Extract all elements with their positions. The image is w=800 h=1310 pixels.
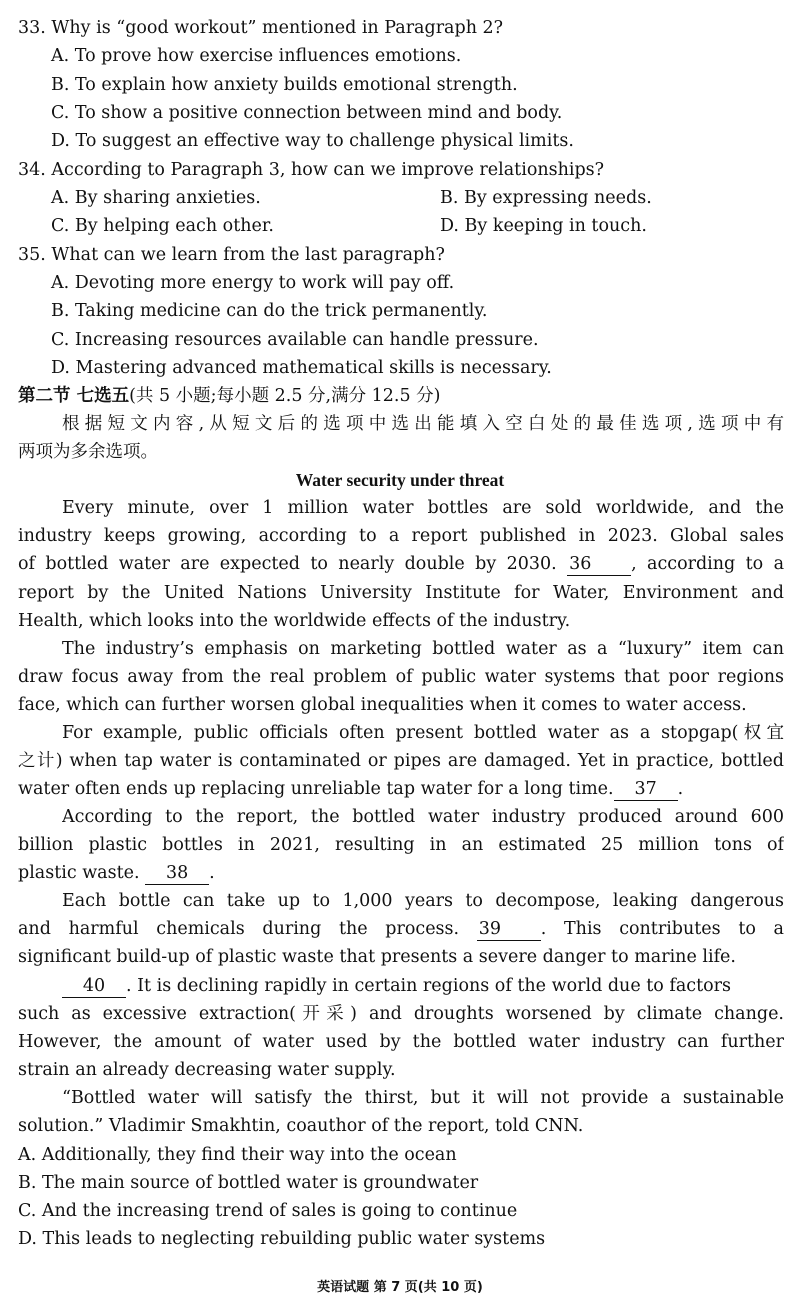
p3-line-3-tail: . [677, 779, 684, 799]
p3-line-1: For example, public officials often present bottled water as a stopgap(权宜 [62, 723, 784, 743]
answer-option-a: A. Additionally, they find their way into the ocean [18, 1145, 457, 1165]
question-35-option-b: B. Taking medicine can do the trick permanently. [51, 301, 488, 321]
p2-line-3: face, which can further worsen global inequalities when it comes to water access. [18, 695, 747, 715]
question-33-option-b: B. To explain how anxiety builds emotional strength. [51, 75, 518, 95]
question-33-option-c: C. To show a positive connection between mind and body. [51, 103, 563, 123]
p5-line-2 [18, 915, 784, 943]
p1-line-3-tail: , according to a [631, 554, 784, 574]
p5-line-1: Each bottle can take up to 1,000 years to decompose, leaking dangerous [62, 891, 784, 911]
question-33-option-d: D. To suggest an effective way to challenge physical limits. [51, 131, 574, 151]
p1-line-2: industry keeps growing, according to a report published in 2023. Global sales [18, 526, 784, 546]
p5-line-2-text: and harmful chemicals during the process. [18, 919, 460, 939]
p5-line-3: significant build-up of plastic waste that presents a severe danger to marine life. [18, 947, 736, 967]
answer-option-c: C. And the increasing trend of sales is going to continue [18, 1201, 518, 1221]
p6-line-1 [62, 972, 784, 1000]
p4-line-1: According to the report, the bottled water industry produced around 600 [62, 807, 784, 827]
p2-line-2: draw focus away from the real problem of public water systems that poor regions [18, 667, 784, 687]
question-33-stem: 33. Why is “good workout” mentioned in Paragraph 2? [18, 18, 504, 38]
p1-line-3-text: of bottled water are expected to nearly double by 2030. [18, 554, 557, 574]
p4-line-3 [18, 859, 784, 887]
p4-line-3-text: plastic waste. [18, 863, 140, 883]
p3-line-3-text: water often ends up replacing unreliable tap water for a long time. [18, 779, 614, 799]
p1-line-4: report by the United Nations University Institute for Water, Environment and [18, 583, 784, 603]
blank-40[interactable]: 40 [62, 975, 126, 998]
question-34-option-b: B. By expressing needs. [440, 188, 652, 208]
p1-line-1: Every minute, over 1 million water bottles are sold worldwide, and the [62, 498, 784, 518]
p4-line-2: billion plastic bottles in 2021, resulting in an estimated 25 million tons of [18, 835, 784, 855]
question-35-option-c: C. Increasing resources available can handle pressure. [51, 330, 539, 350]
answer-option-d: D. This leads to neglecting rebuilding public water systems [18, 1229, 546, 1249]
answer-option-b: B. The main source of bottled water is groundwater [18, 1173, 479, 1193]
blank-39[interactable]: 39 [477, 918, 541, 941]
p1-line-5: Health, which looks into the worldwide effects of the industry. [18, 611, 571, 631]
section-heading-detail: (共 5 小题;每小题 2.5 分,满分 12.5 分) [129, 386, 441, 406]
p6-line-1-tail: . It is declining rapidly in certain regions of the world due to factors [126, 976, 731, 996]
question-35-stem: 35. What can we learn from the last paragraph? [18, 245, 445, 265]
blank-38[interactable]: 38 [145, 862, 209, 885]
blank-36[interactable]: 36 [567, 553, 631, 576]
question-33-option-a: A. To prove how exercise influences emotions. [51, 46, 462, 66]
p5-line-2-tail: . This contributes to a [540, 919, 784, 939]
p4-line-3-tail: . [209, 863, 215, 883]
blank-37[interactable]: 37 [614, 778, 678, 801]
p6-line-4: strain an already decreasing water supply. [18, 1060, 396, 1080]
section-instruction-line-2: 两项为多余选项。 [18, 442, 158, 462]
p2-line-1: The industry’s emphasis on marketing bottled water as a “luxury” item can [62, 639, 784, 659]
p6-line-3: However, the amount of water used by the bottled water industry can further [18, 1032, 784, 1052]
question-35-option-a: A. Devoting more energy to work will pay off. [51, 273, 455, 293]
question-35-option-d: D. Mastering advanced mathematical skills is necessary. [51, 358, 552, 378]
p7-line-2: solution.” Vladimir Smakhtin, coauthor of the report, told CNN. [18, 1116, 584, 1136]
passage-title: Water security under threat [295, 470, 505, 490]
question-34-option-d: D. By keeping in touch. [440, 216, 647, 236]
question-34-option-a: A. By sharing anxieties. [51, 188, 261, 208]
question-34-option-c: C. By helping each other. [51, 216, 274, 236]
p3-line-3 [18, 775, 784, 803]
p1-line-3 [18, 550, 784, 578]
p3-line-2: 之计) when tap water is contaminated or pipes are damaged. Yet in practice, bottled [18, 751, 784, 771]
section-heading [18, 382, 784, 410]
section-heading-title: 第二节 七选五 [18, 386, 130, 406]
section-instruction-line-1: 根据短文内容,从短文后的选项中选出能填入空白处的最佳选项,选项中有 [62, 414, 784, 434]
p6-line-2: such as excessive extraction(开采) and droughts worsened by climate change. [18, 1004, 784, 1024]
question-34-stem: 34. According to Paragraph 3, how can we improve relationships? [18, 160, 605, 180]
p7-line-1: “Bottled water will satisfy the thirst, but it will not provide a sustainable [62, 1088, 784, 1108]
page-footer: 英语试题 第 7 页(共 10 页) [317, 1280, 483, 1295]
